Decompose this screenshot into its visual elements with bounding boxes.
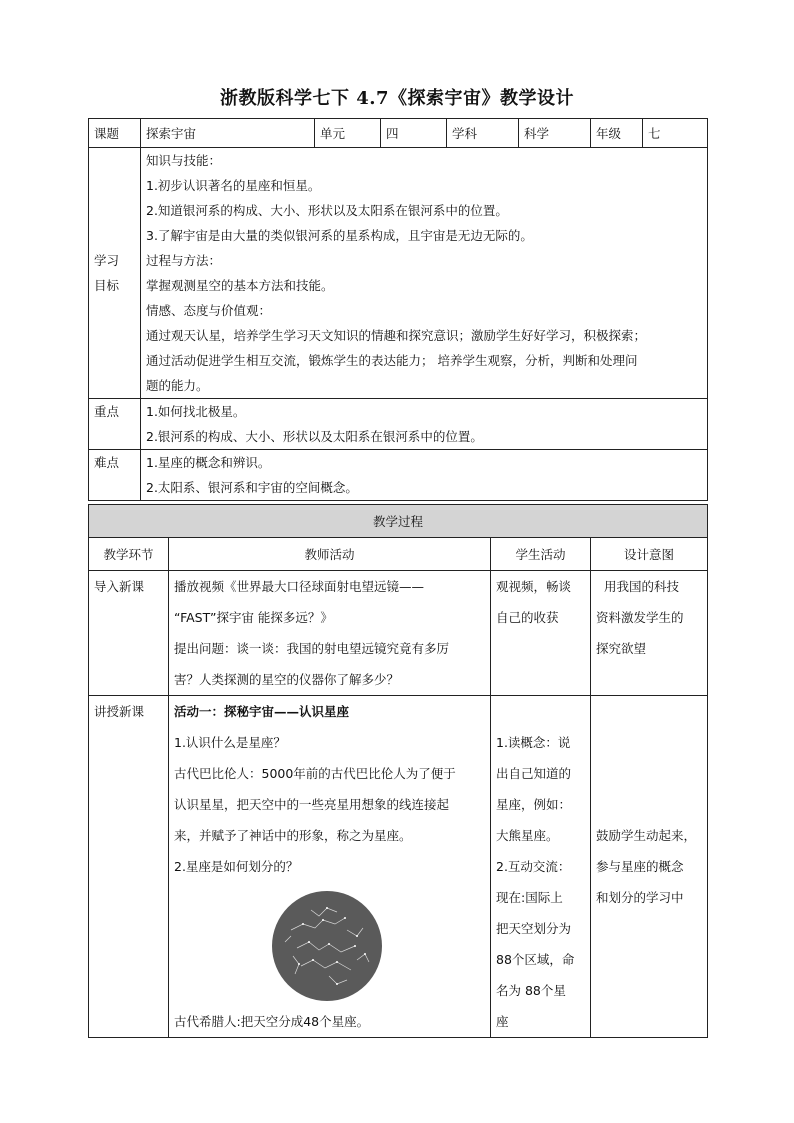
key-points-content: 1.如何找北极星。 2.银河系的构成、大小、形状以及太阳系在银河系中的位置。	[141, 399, 708, 450]
objective-line: 2.知道银河系的构成、大小、形状以及太阳系在银河系中的位置。	[146, 203, 508, 218]
new-teacher: 活动一：探秘宇宙——认识星座 1.认识什么是星座？ 古代巴比伦人：5000年前的古代巴比伦人为了便于 认识星星，把天空中的一些亮星用想象的线连接起 来，并赋予了神话中的形象，称之为星座。 2.星座是如何划分的？ 古代希腊人:把天空分成48个星座。	[169, 696, 491, 1038]
header-teacher: 教师活动	[169, 538, 491, 571]
subject-value: 科学	[519, 119, 591, 148]
difficulties-label: 难点	[89, 450, 141, 501]
objectives-content	[141, 148, 708, 399]
intro-teacher: 播放视频《世界最大口径球面射电望远镜—— “FAST”探宇宙 能探多远？》 提出问题：谈一谈：我国的射电望远镜究竟有多厉 害？人类探测的星空的仪器你了解多少？	[169, 571, 491, 696]
objective-line: 1.初步认识著名的星座和恒星。	[146, 178, 321, 193]
lesson-info-table	[88, 118, 708, 501]
teaching-process-table	[88, 504, 708, 1038]
new-student: 1.读概念：说 出自己知道的 星座，例如： 大熊星座。 2.互动交流： 现在:国际上 把天空划分为 88个区域，命 名为 88个星 座	[491, 696, 591, 1038]
intro-student: 观视频，畅谈 自己的收获	[491, 571, 591, 696]
new-intent: 鼓励学生动起来， 参与星座的概念 和划分的学习中	[591, 696, 708, 1038]
document-title: 浙教版科学七下 4.7《探索宇宙》教学设计	[219, 88, 575, 109]
key-points-label: 重点	[89, 399, 141, 450]
subject-label: 学科	[447, 119, 519, 148]
intro-stage: 导入新课	[89, 571, 169, 696]
header-stage: 教学环节	[89, 538, 169, 571]
objective-line: 知识与技能：	[146, 153, 222, 168]
process-header-row	[89, 538, 708, 571]
unit-label: 单元	[315, 119, 381, 148]
new-stage: 讲授新课	[89, 696, 169, 1038]
header-student: 学生活动	[491, 538, 591, 571]
objective-line: 过程与方法：	[146, 253, 222, 268]
objective-line: 情感、态度与价值观：	[146, 303, 272, 318]
star-map-image	[271, 890, 383, 1002]
intro-intent: 用我国的科技 资料激发学生的 探究欲望	[591, 571, 708, 696]
difficulties-content: 1.星座的概念和辨识。 2.太阳系、银河系和宇宙的空间概念。	[141, 450, 708, 501]
grade-value: 七	[643, 119, 708, 148]
objective-line: 通过观天认星，培养学生学习天文知识的情趣和探究意识；激励学生好好学习，积极探索；	[146, 328, 647, 343]
objective-line: 通过活动促进学生相互交流，锻炼学生的表达能力； 培养学生观察，分析，判断和处理问	[146, 353, 638, 368]
lesson-label: 课题	[89, 119, 141, 148]
intro-row	[89, 571, 708, 696]
process-band: 教学过程	[89, 505, 708, 538]
info-row	[89, 119, 708, 148]
unit-value: 四	[381, 119, 447, 148]
objective-line: 3.了解宇宙是由大量的类似银河系的星系构成，且宇宙是无边无际的。	[146, 228, 533, 243]
new-lesson-row	[89, 696, 708, 1038]
key-points-row	[89, 399, 708, 450]
objective-line: 掌握观测星空的基本方法和技能。	[146, 278, 334, 293]
objectives-row	[89, 148, 708, 399]
lesson-value: 探索宇宙	[141, 119, 315, 148]
difficulties-row	[89, 450, 708, 501]
objectives-label: 学习 目标	[89, 148, 141, 399]
grade-label: 年级	[591, 119, 643, 148]
objective-line: 题的能力。	[146, 378, 209, 393]
activity-heading: 活动一：探秘宇宙——认识星座	[174, 704, 350, 719]
header-intent: 设计意图	[591, 538, 708, 571]
